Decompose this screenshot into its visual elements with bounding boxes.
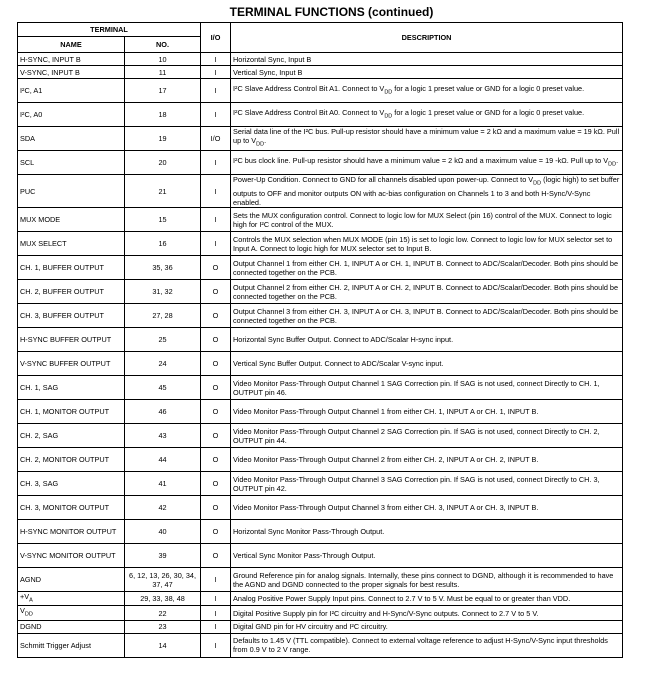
pin-name-cell: SCL: [18, 151, 125, 175]
pin-description-cell: Ground Reference pin for analog signals. Internally, these pins connect to DGND, although it is recommended to have the AGND and DGND connected to the proper signals for best results.: [231, 568, 623, 592]
pin-description-cell: Video Monitor Pass-Through Output Channel 1 from either CH. 1, INPUT A or CH. 1, INPUT B.: [231, 400, 623, 424]
pin-name-cell: H-SYNC, INPUT B: [18, 53, 125, 66]
pin-number-cell: 11: [125, 66, 201, 79]
pin-io-cell: I: [201, 53, 231, 66]
pin-description-cell: Output Channel 3 from either CH. 3, INPUT A or CH. 3, INPUT B. Connect to ADC/Scalar/Decoder. Both pins should be connected together on the PCB.: [231, 304, 623, 328]
pin-number-cell: 10: [125, 53, 201, 66]
table-row: [18, 620, 623, 633]
pin-name-cell: I²C, A0: [18, 103, 125, 127]
terminal-functions-table: [17, 22, 623, 658]
pin-io-cell: O: [201, 544, 231, 568]
pin-io-cell: I: [201, 606, 231, 620]
table-row: [18, 79, 623, 103]
pin-number-cell: 20: [125, 151, 201, 175]
no-header: NO.: [125, 37, 201, 53]
pin-io-cell: O: [201, 448, 231, 472]
pin-io-cell: O: [201, 496, 231, 520]
pin-io-cell: O: [201, 424, 231, 448]
pin-io-cell: O: [201, 520, 231, 544]
table-row: [18, 304, 623, 328]
table-row: [18, 352, 623, 376]
table-row: [18, 472, 623, 496]
pin-number-cell: 41: [125, 472, 201, 496]
table-row: [18, 151, 623, 175]
pin-description-cell: Output Channel 2 from either CH. 2, INPUT A or CH. 2, INPUT B. Connect to ADC/Scalar/Decoder. Both pins should be connected together on the PCB.: [231, 280, 623, 304]
pin-description-cell: Horizontal Sync, Input B: [231, 53, 623, 66]
pin-number-cell: 22: [125, 606, 201, 620]
pin-number-cell: 35, 36: [125, 256, 201, 280]
table-row: [18, 53, 623, 66]
table-row: [18, 520, 623, 544]
pin-description-cell: Video Monitor Pass-Through Output Channel 2 SAG Correction pin. If SAG is not used, connect Directly to CH. 2, OUTPUT pin 44.: [231, 424, 623, 448]
pin-number-cell: 16: [125, 232, 201, 256]
pin-number-cell: 17: [125, 79, 201, 103]
pin-description-cell: Video Monitor Pass-Through Output Channel 3 from either CH. 3, INPUT A or CH. 3, INPUT B.: [231, 496, 623, 520]
terminal-header: TERMINAL: [18, 23, 201, 37]
pin-description-cell: Horizontal Sync Monitor Pass-Through Output.: [231, 520, 623, 544]
pin-number-cell: 31, 32: [125, 280, 201, 304]
table-row: [18, 328, 623, 352]
pin-number-cell: 18: [125, 103, 201, 127]
pin-io-cell: O: [201, 328, 231, 352]
pin-number-cell: 25: [125, 328, 201, 352]
pin-description-cell: I²C bus clock line. Pull-up resistor should have a minimum value = 2 kΩ and a maximum value = 19 -kΩ. Pull up to $V_{DD}$.: [231, 151, 623, 175]
pin-name-cell: CH. 3, BUFFER OUTPUT: [18, 304, 125, 328]
pin-number-cell: 44: [125, 448, 201, 472]
pin-io-cell: O: [201, 304, 231, 328]
pin-number-cell: 46: [125, 400, 201, 424]
pin-number-cell: 42: [125, 496, 201, 520]
pin-io-cell: O: [201, 472, 231, 496]
table-row: [18, 568, 623, 592]
pin-name-cell: H-SYNC BUFFER OUTPUT: [18, 328, 125, 352]
pin-number-cell: 14: [125, 633, 201, 657]
pin-io-cell: I: [201, 568, 231, 592]
table-row: [18, 544, 623, 568]
pin-name-cell: SDA: [18, 127, 125, 151]
table-row: [18, 256, 623, 280]
table-row: [18, 496, 623, 520]
pin-name-cell: $+V_A$: [18, 592, 125, 606]
pin-name-cell: DGND: [18, 620, 125, 633]
pin-name-cell: I²C, A1: [18, 79, 125, 103]
table-row: [18, 592, 623, 606]
pin-io-cell: I: [201, 208, 231, 232]
pin-description-cell: Video Monitor Pass-Through Output Channel 2 from either CH. 2, INPUT A or CH. 2, INPUT B.: [231, 448, 623, 472]
pin-io-cell: I: [201, 175, 231, 208]
table-row: [18, 127, 623, 151]
pin-description-cell: Vertical Sync Buffer Output. Connect to ADC/Scalar V-sync input.: [231, 352, 623, 376]
pin-io-cell: I: [201, 151, 231, 175]
pin-name-cell: CH. 1, SAG: [18, 376, 125, 400]
pin-description-cell: I²C Slave Address Control Bit A1. Connect to $V_{DD}$ for a logic 1 preset value or GND for a logic 0 preset value.: [231, 79, 623, 103]
io-header: I/O: [201, 23, 231, 53]
pin-description-cell: Digital GND pin for HV circuitry and I²C circuitry.: [231, 620, 623, 633]
pin-io-cell: I: [201, 620, 231, 633]
pin-number-cell: 27, 28: [125, 304, 201, 328]
pin-description-cell: Horizontal Sync Buffer Output. Connect to ADC/Scalar H-sync input.: [231, 328, 623, 352]
pin-io-cell: I: [201, 103, 231, 127]
pin-description-cell: Video Monitor Pass-Through Output Channel 3 SAG Correction pin. If SAG is not used, connect Directly to CH. 3, OUTPUT pin 42.: [231, 472, 623, 496]
table-row: [18, 424, 623, 448]
pin-description-cell: Vertical Sync, Input B: [231, 66, 623, 79]
pin-name-cell: $V_{DD}$: [18, 606, 125, 620]
pin-name-cell: Schmitt Trigger Adjust: [18, 633, 125, 657]
pin-name-cell: CH. 1, MONITOR OUTPUT: [18, 400, 125, 424]
pin-io-cell: O: [201, 280, 231, 304]
pin-io-cell: O: [201, 376, 231, 400]
pin-name-cell: MUX SELECT: [18, 232, 125, 256]
pin-number-cell: 6, 12, 13, 26, 30, 34, 37, 47: [125, 568, 201, 592]
pin-name-cell: CH. 2, MONITOR OUTPUT: [18, 448, 125, 472]
pin-io-cell: I: [201, 232, 231, 256]
pin-description-cell: Output Channel 1 from either CH. 1, INPUT A or CH. 1, INPUT B. Connect to ADC/Scalar/Decoder. Both pins should be connected together on the PCB.: [231, 256, 623, 280]
pin-description-cell: I²C Slave Address Control Bit A0. Connect to $V_{DD}$ for a logic 1 preset value or GND for a logic 0 preset value.: [231, 103, 623, 127]
pin-description-cell: Digital Positive Supply pin for I²C circuitry and H-Sync/V-Sync outputs. Connect to 2.7 V to 5 V.: [231, 606, 623, 620]
table-row: [18, 208, 623, 232]
pin-name-cell: CH. 2, BUFFER OUTPUT: [18, 280, 125, 304]
table-row: [18, 103, 623, 127]
pin-description-cell: Power-Up Condition. Connect to GND for all channels disabled upon power-up. Connect to $V_{DD}$ (logic high) to set buffer outputs to OFF and monitor outputs ON with ac-bias configuration on Channels 1 to 3 and both H-Sync/V-Sync enabled.: [231, 175, 623, 208]
pin-io-cell: O: [201, 352, 231, 376]
pin-description-cell: Vertical Sync Monitor Pass-Through Output.: [231, 544, 623, 568]
table-row: [18, 376, 623, 400]
pin-name-cell: AGND: [18, 568, 125, 592]
pin-io-cell: O: [201, 400, 231, 424]
pin-description-cell: Controls the MUX selection when MUX MODE (pin 15) is set to logic low. Connect to logic low for MUX selector set to Input A. Connect to logic high for MUX selector set to Input B.: [231, 232, 623, 256]
page-title: TERMINAL FUNCTIONS (continued): [229, 5, 434, 19]
pin-number-cell: 43: [125, 424, 201, 448]
pin-name-cell: CH. 3, SAG: [18, 472, 125, 496]
pin-io-cell: O: [201, 256, 231, 280]
pin-number-cell: 23: [125, 620, 201, 633]
pin-name-cell: MUX MODE: [18, 208, 125, 232]
pin-name-cell: CH. 2, SAG: [18, 424, 125, 448]
description-header: DESCRIPTION: [231, 23, 623, 53]
pin-name-cell: V-SYNC BUFFER OUTPUT: [18, 352, 125, 376]
pin-number-cell: 39: [125, 544, 201, 568]
pin-description-cell: Serial data line of the I²C bus. Pull-up resistor should have a minimum value = 2 kΩ and a maximum value = 19 kΩ. Pull up to $V_{DD}$.: [231, 127, 623, 151]
table-row: [18, 448, 623, 472]
pin-number-cell: 15: [125, 208, 201, 232]
pin-description-cell: Sets the MUX configuration control. Connect to logic low for MUX Select (pin 16) control of the MUX. Connect to logic high for I²C control of the MUX.: [231, 208, 623, 232]
pin-name-cell: PUC: [18, 175, 125, 208]
pin-description-cell: Defaults to 1.45 V (TTL compatible). Connect to external voltage reference to adjust H-Sync/V-Sync input thresholds from 0.9 V to 2 V range.: [231, 633, 623, 657]
name-header: NAME: [18, 37, 125, 53]
table-row: [18, 175, 623, 208]
pin-name-cell: CH. 1, BUFFER OUTPUT: [18, 256, 125, 280]
pin-number-cell: 24: [125, 352, 201, 376]
table-row: [18, 400, 623, 424]
pin-number-cell: 45: [125, 376, 201, 400]
pin-number-cell: 21: [125, 175, 201, 208]
pin-number-cell: 19: [125, 127, 201, 151]
table-row: [18, 633, 623, 657]
table-row: [18, 232, 623, 256]
pin-name-cell: H-SYNC MONITOR OUTPUT: [18, 520, 125, 544]
pin-description-cell: Video Monitor Pass-Through Output Channel 1 SAG Correction pin. If SAG is not used, connect Directly to CH. 1, OUTPUT pin 46.: [231, 376, 623, 400]
pin-number-cell: 40: [125, 520, 201, 544]
pin-name-cell: CH. 3, MONITOR OUTPUT: [18, 496, 125, 520]
pin-name-cell: V-SYNC MONITOR OUTPUT: [18, 544, 125, 568]
pin-description-cell: Analog Positive Power Supply Input pins. Connect to 2.7 V to 5 V. Must be equal to or greater than VDD.: [231, 592, 623, 606]
table-row: [18, 280, 623, 304]
table-row: [18, 606, 623, 620]
pin-io-cell: I: [201, 633, 231, 657]
pin-io-cell: I/O: [201, 127, 231, 151]
pin-io-cell: I: [201, 592, 231, 606]
pin-number-cell: 29, 33, 38, 48: [125, 592, 201, 606]
pin-io-cell: I: [201, 79, 231, 103]
pin-io-cell: I: [201, 66, 231, 79]
table-row: [18, 66, 623, 79]
pin-name-cell: V-SYNC, INPUT B: [18, 66, 125, 79]
